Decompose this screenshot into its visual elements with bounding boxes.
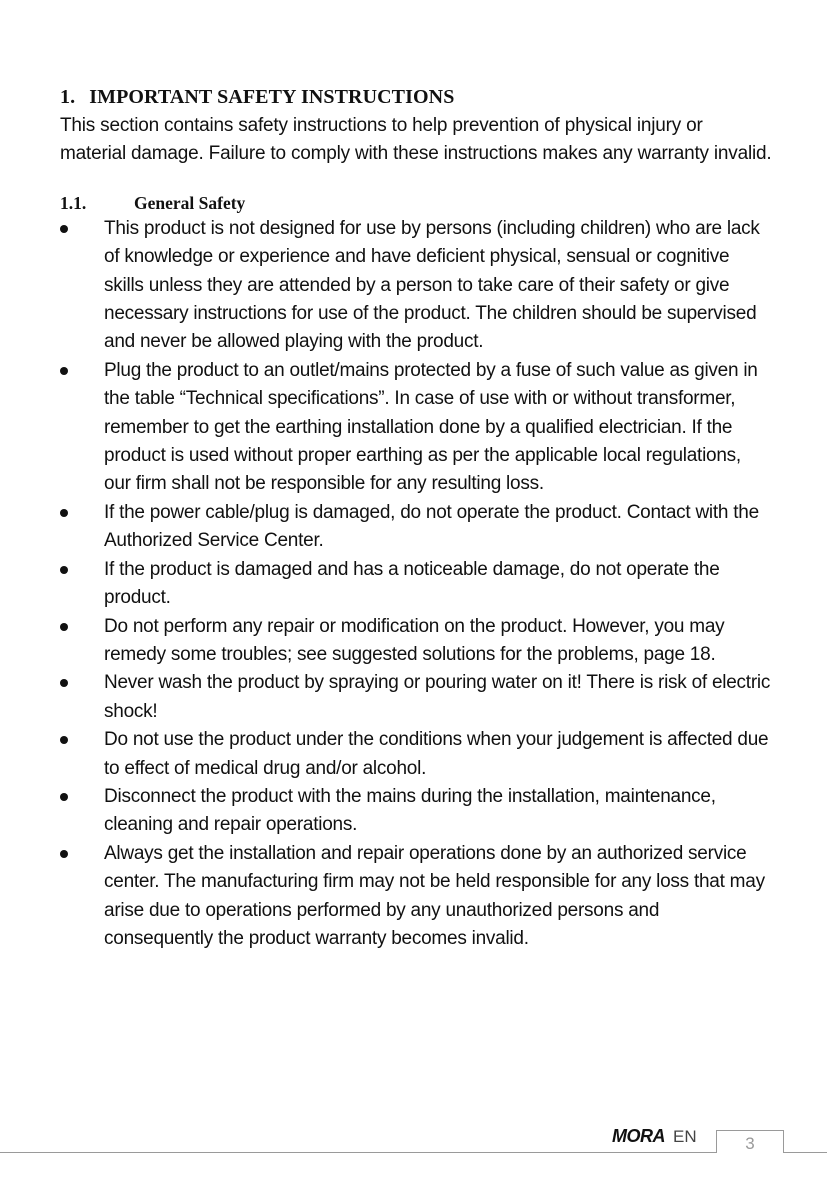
list-item-text: This product is not designed for use by persons (including children) who are lack of knowledge or experience and have deficient physical, sensual or cognitive skills unless they are attended by a person to take care of their safety or give necessary instructions for use of the product. The children should be supervised and never be allowed playing with the product. xyxy=(104,217,760,353)
list-item xyxy=(60,669,772,726)
section-intro: This section contains safety instructions to help prevention of physical injury or material damage. Failure to comply with these instructions makes any warranty invalid. xyxy=(60,115,772,165)
list-item xyxy=(60,215,772,357)
list-item-text: If the power cable/plug is damaged, do not operate the product. Contact with the Authorized Service Center. xyxy=(104,501,759,552)
bullet-icon xyxy=(60,225,68,233)
safety-list xyxy=(60,215,772,954)
page-number: 3 xyxy=(745,1134,755,1153)
bullet-icon xyxy=(60,793,68,801)
list-item-text: If the product is damaged and has a noticeable damage, do not operate the product. xyxy=(104,558,720,609)
bullet-icon xyxy=(60,736,68,744)
section-heading xyxy=(60,84,772,110)
bullet-icon xyxy=(60,850,68,858)
bullet-icon xyxy=(60,367,68,375)
list-item-text: Disconnect the product with the mains during the installation, maintenance, cleaning and repair operations. xyxy=(104,785,716,836)
subsection-number: 1.1. xyxy=(60,192,87,213)
list-item xyxy=(60,840,772,954)
list-item xyxy=(60,783,772,840)
subsection-title: General Safety xyxy=(134,192,246,213)
footer-brand xyxy=(612,1126,697,1147)
section-title: IMPORTANT SAFETY INSTRUCTIONS xyxy=(89,86,455,108)
bullet-icon xyxy=(60,679,68,687)
language-label: EN xyxy=(673,1126,697,1146)
page-number-box xyxy=(716,1130,784,1153)
list-item xyxy=(60,613,772,670)
list-item-text: Plug the product to an outlet/mains protected by a fuse of such value as given in the table “Technical specifications”. In case of use with or without transformer, remember to get the earthing installation done by a qualified electrician. If the product is used without proper earthing as per the applicable local regulations, our firm shall not be responsible for any resulting loss. xyxy=(104,359,758,495)
list-item-text: Never wash the product by spraying or pouring water on it! There is risk of electric shock! xyxy=(104,672,771,722)
list-item-text: Do not perform any repair or modification on the product. However, you may remedy some troubles; see suggested solutions for the problems, page 18. xyxy=(104,615,725,665)
subsection-heading xyxy=(60,191,772,215)
footer-divider xyxy=(0,1152,827,1153)
bullet-icon xyxy=(60,623,68,631)
list-item xyxy=(60,556,772,613)
list-item xyxy=(60,357,772,499)
document-page xyxy=(60,84,772,953)
bullet-icon xyxy=(60,566,68,574)
list-item-text: Do not use the product under the conditions when your judgement is affected due to effect of medical drug and/or alcohol. xyxy=(104,729,769,779)
list-item-text: Always get the installation and repair operations done by an authorized service center. The manufacturing firm may not be held responsible for any loss that may arise due to operations performed by any unauthorized persons and consequently the product warranty becomes invalid. xyxy=(104,842,765,949)
list-item xyxy=(60,499,772,556)
bullet-icon xyxy=(60,509,68,517)
mora-logo: MORA xyxy=(612,1126,665,1146)
section-number: 1. xyxy=(60,86,76,108)
list-item xyxy=(60,726,772,783)
